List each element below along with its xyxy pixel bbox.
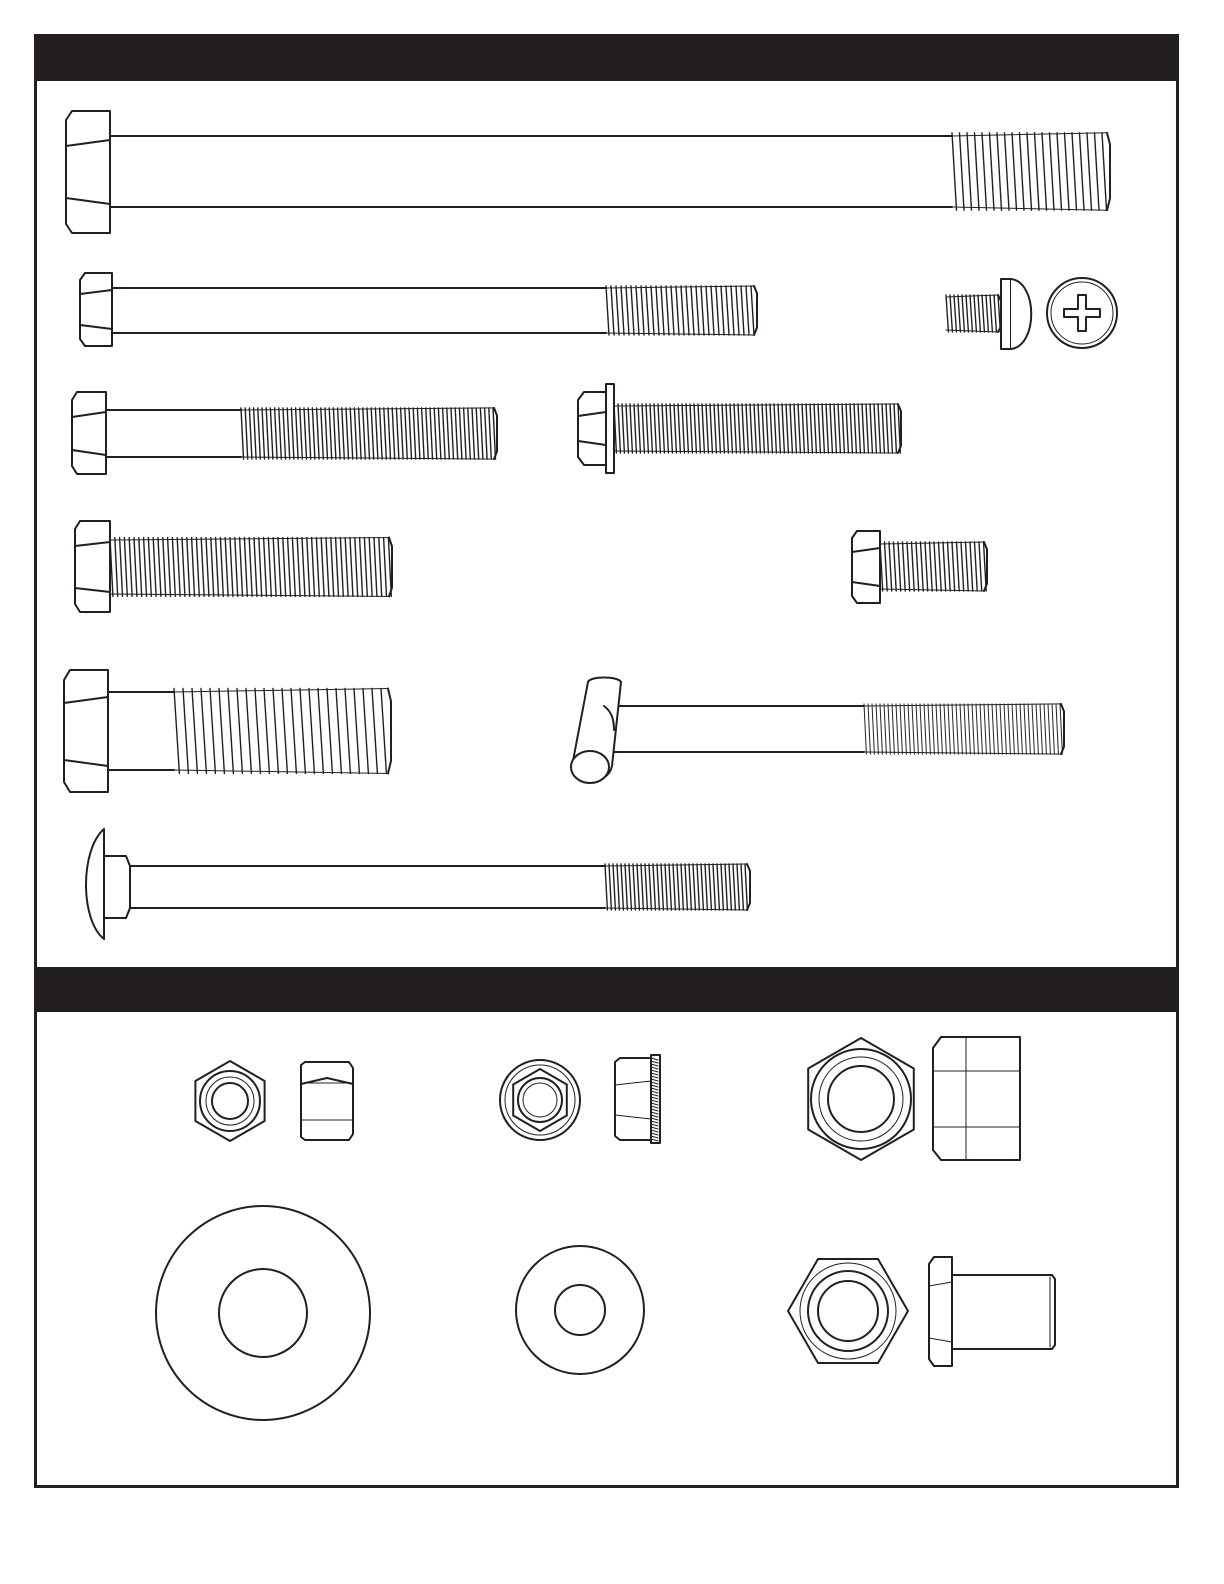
sleeve-nut-icon: [788, 1257, 1055, 1366]
washer-small-icon: [516, 1246, 644, 1374]
hex-bolt-medium-long-icon: [80, 273, 757, 346]
hex-bolt-short-icon: [852, 531, 987, 603]
lock-nut-small-icon: [195, 1061, 353, 1141]
washer-large-icon: [156, 1206, 370, 1420]
flange-bolt-icon: [578, 384, 901, 473]
hex-bolt-large-icon: [64, 670, 391, 792]
hex-bolt-long-icon: [66, 111, 1110, 233]
lock-nut-large-icon: [808, 1037, 1020, 1160]
hex-bolt-medium-icon: [72, 392, 497, 474]
flange-nut-icon: [500, 1055, 660, 1143]
hex-bolt-full-thread-icon: [75, 521, 392, 612]
t-bolt-icon: [571, 678, 1064, 784]
phillips-screw-icon: [946, 278, 1117, 349]
carriage-bolt-icon: [86, 829, 750, 939]
